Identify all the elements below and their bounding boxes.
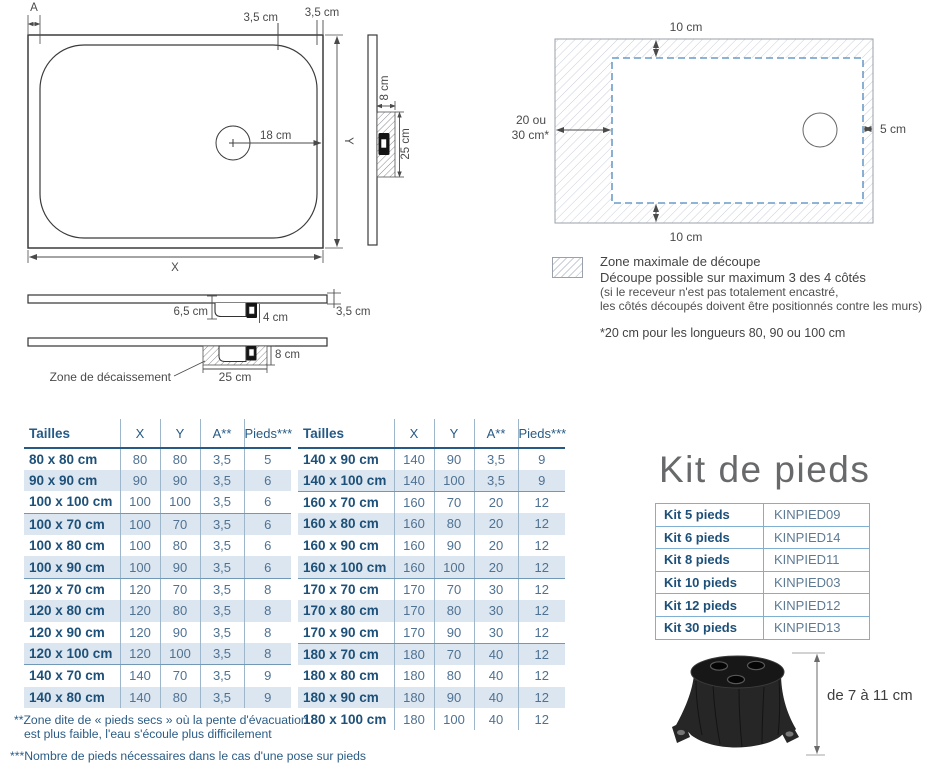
x-cell: 160 bbox=[394, 535, 434, 557]
pieds-cell: 6 bbox=[244, 556, 291, 578]
y-cell: 80 bbox=[434, 513, 474, 535]
table-row bbox=[24, 665, 291, 687]
foot-height-label: de 7 à 11 cm bbox=[827, 687, 913, 704]
size-cell: 140 x 80 cm bbox=[29, 689, 105, 705]
a-cell: 3,5 bbox=[200, 687, 244, 709]
table-row bbox=[24, 470, 291, 492]
dim-recess-height: 25 cm bbox=[400, 128, 412, 160]
header-row bbox=[24, 419, 291, 448]
size-cell: 170 x 90 cm bbox=[298, 622, 394, 644]
kit-code-cell: KINPIED11 bbox=[764, 549, 870, 572]
x-cell: 100 bbox=[120, 535, 160, 557]
x-cell: 180 bbox=[394, 665, 434, 687]
y-cell: 80 bbox=[434, 600, 474, 622]
column-header: Y bbox=[434, 419, 474, 448]
a-cell: 3,5 bbox=[200, 491, 244, 513]
dim-a-label: A bbox=[30, 2, 38, 14]
a-cell: 3,5 bbox=[200, 622, 244, 644]
a-cell: 40 bbox=[474, 687, 518, 709]
size-cell: 170 x 80 cm bbox=[303, 603, 379, 619]
pieds-cell: 6 bbox=[244, 535, 291, 557]
dim-cutout-right: 5 cm bbox=[880, 122, 907, 136]
a-cell: 3,5 bbox=[200, 600, 244, 622]
table-row bbox=[24, 600, 291, 622]
axis-x-label: X bbox=[171, 262, 179, 274]
size-cell: 180 x 100 cm bbox=[303, 711, 387, 727]
a-cell: 20 bbox=[474, 491, 518, 513]
tray-technical-drawing bbox=[0, 0, 470, 410]
y-cell: 90 bbox=[160, 556, 200, 578]
table-row bbox=[298, 513, 565, 535]
size-cell: 120 x 90 cm bbox=[29, 624, 105, 640]
legend-title: Zone maximale de découpe bbox=[600, 254, 761, 269]
kit-row bbox=[656, 504, 870, 527]
y-cell: 90 bbox=[434, 535, 474, 557]
cutout-diagram bbox=[470, 0, 934, 250]
drain-circle bbox=[803, 113, 837, 147]
kit-code-cell: KINPIED12 bbox=[764, 594, 870, 617]
x-cell: 140 bbox=[120, 665, 160, 687]
pieds-cell: 9 bbox=[518, 448, 565, 470]
y-cell: 90 bbox=[160, 622, 200, 644]
size-cell: 100 x 90 cm bbox=[24, 556, 120, 578]
size-cell: 100 x 80 cm bbox=[29, 538, 105, 554]
foot-image bbox=[668, 645, 830, 765]
footnote-dry-feet-2: est plus faible, l'eau s'écoule plus difficilement bbox=[24, 726, 272, 741]
x-cell: 80 bbox=[120, 448, 160, 470]
kit-label-cell: Kit 6 pieds bbox=[656, 526, 764, 549]
y-cell: 70 bbox=[434, 491, 474, 513]
kit-row bbox=[656, 571, 870, 594]
column-header: Y bbox=[160, 419, 200, 448]
size-cell: 120 x 100 cm bbox=[24, 643, 120, 665]
x-cell: 180 bbox=[394, 687, 434, 709]
table-row bbox=[298, 556, 565, 578]
x-cell: 160 bbox=[394, 513, 434, 535]
pieds-cell: 12 bbox=[518, 708, 565, 730]
x-cell: 100 bbox=[120, 513, 160, 535]
y-cell: 100 bbox=[434, 556, 474, 578]
x-cell: 100 bbox=[120, 556, 160, 578]
y-cell: 100 bbox=[434, 708, 474, 730]
pieds-cell: 6 bbox=[244, 470, 291, 492]
pieds-cell: 6 bbox=[244, 491, 291, 513]
kit-code-cell: KINPIED09 bbox=[764, 504, 870, 527]
kit-table bbox=[655, 503, 870, 640]
table-row bbox=[298, 578, 565, 600]
column-header: Pieds*** bbox=[244, 419, 291, 448]
pieds-cell: 12 bbox=[518, 600, 565, 622]
table-row bbox=[24, 578, 291, 600]
x-cell: 100 bbox=[120, 491, 160, 513]
legend-line: (si le receveur n'est pas totalement encastré, bbox=[600, 285, 839, 299]
column-header: Pieds*** bbox=[518, 419, 565, 448]
pieds-cell: 12 bbox=[518, 643, 565, 665]
table-row bbox=[24, 448, 291, 470]
dim-drain-height: 6,5 cm bbox=[173, 306, 208, 318]
dim-cutout-left-2: 30 cm* bbox=[511, 128, 549, 142]
pieds-cell: 8 bbox=[244, 578, 291, 600]
dim-cutout-left-1: 20 ou bbox=[515, 113, 546, 127]
a-cell: 3,5 bbox=[200, 470, 244, 492]
a-cell: 3,5 bbox=[200, 578, 244, 600]
a-cell: 30 bbox=[474, 578, 518, 600]
table-row bbox=[298, 665, 565, 687]
kit-label-cell: Kit 5 pieds bbox=[656, 504, 764, 527]
x-cell: 140 bbox=[120, 687, 160, 709]
kit-row bbox=[656, 526, 870, 549]
size-table-left bbox=[24, 419, 291, 708]
x-cell: 160 bbox=[394, 491, 434, 513]
a-cell: 40 bbox=[474, 665, 518, 687]
size-cell: 80 x 80 cm bbox=[29, 451, 98, 467]
dim-drain-offset: 18 cm bbox=[260, 130, 292, 142]
header-row bbox=[298, 419, 565, 448]
legend-line: les côtés découpés doivent être positionnés contre les murs) bbox=[600, 299, 923, 313]
size-cell: 160 x 100 cm bbox=[298, 556, 394, 578]
foot-body bbox=[672, 656, 799, 748]
dim-recess-width-label: 25 cm bbox=[218, 370, 252, 384]
foot-height-dimension bbox=[792, 653, 825, 755]
column-header: X bbox=[120, 419, 160, 448]
table-row bbox=[298, 491, 565, 513]
pieds-cell: 9 bbox=[244, 665, 291, 687]
a-cell: 3,5 bbox=[474, 448, 518, 470]
dim-recess-width: 8 cm bbox=[379, 75, 391, 101]
dim-recess-depth: 8 cm bbox=[275, 349, 300, 361]
y-cell: 70 bbox=[434, 643, 474, 665]
size-cell: 170 x 70 cm bbox=[303, 581, 379, 597]
a-cell: 3,5 bbox=[200, 448, 244, 470]
table-row bbox=[24, 491, 291, 513]
y-cell: 80 bbox=[160, 448, 200, 470]
kit-row bbox=[656, 549, 870, 572]
y-cell: 70 bbox=[160, 578, 200, 600]
table-row bbox=[298, 470, 565, 492]
x-cell: 180 bbox=[394, 643, 434, 665]
table-row bbox=[298, 600, 565, 622]
table-row bbox=[298, 622, 565, 644]
size-cell: 160 x 70 cm bbox=[303, 494, 379, 510]
kit-row bbox=[656, 594, 870, 617]
dim-cutout-top: 10 cm bbox=[669, 20, 703, 34]
x-cell: 140 bbox=[394, 448, 434, 470]
size-cell: 180 x 80 cm bbox=[303, 668, 379, 684]
pieds-cell: 5 bbox=[244, 448, 291, 470]
x-cell: 90 bbox=[120, 470, 160, 492]
a-cell: 40 bbox=[474, 708, 518, 730]
pieds-cell: 8 bbox=[244, 622, 291, 644]
size-cell: 140 x 100 cm bbox=[298, 470, 394, 492]
size-cell: 180 x 90 cm bbox=[303, 689, 379, 705]
pieds-cell: 9 bbox=[518, 470, 565, 492]
footnote-dry-feet-1: **Zone dite de « pieds secs » où la pente d'évacuation bbox=[14, 713, 308, 727]
kit-label-cell: Kit 8 pieds bbox=[656, 549, 764, 572]
x-cell: 120 bbox=[120, 600, 160, 622]
size-cell: 100 x 100 cm bbox=[24, 491, 120, 513]
x-cell: 180 bbox=[394, 708, 434, 730]
table-row bbox=[298, 535, 565, 557]
table-row bbox=[24, 535, 291, 557]
size-cell: 120 x 80 cm bbox=[29, 603, 105, 619]
pieds-cell: 9 bbox=[244, 687, 291, 709]
cutout-legend bbox=[552, 254, 922, 340]
column-header: A** bbox=[200, 419, 244, 448]
top-view bbox=[28, 2, 354, 274]
a-cell: 3,5 bbox=[200, 513, 244, 535]
pieds-cell: 8 bbox=[244, 600, 291, 622]
y-cell: 80 bbox=[160, 600, 200, 622]
y-cell: 100 bbox=[434, 470, 474, 492]
y-cell: 90 bbox=[434, 687, 474, 709]
x-cell: 120 bbox=[120, 643, 160, 665]
kit-code-cell: KINPIED13 bbox=[764, 616, 870, 639]
dim-top-border: 3,5 cm bbox=[243, 12, 278, 24]
y-cell: 80 bbox=[160, 687, 200, 709]
a-cell: 3,5 bbox=[200, 535, 244, 557]
y-cell: 90 bbox=[434, 622, 474, 644]
side-view bbox=[368, 35, 412, 245]
table-row bbox=[24, 513, 291, 535]
dim-cutout-bottom: 10 cm bbox=[669, 230, 703, 244]
profile-top bbox=[28, 289, 371, 324]
table-row bbox=[24, 643, 291, 665]
pieds-cell: 6 bbox=[244, 513, 291, 535]
pieds-cell: 12 bbox=[518, 687, 565, 709]
pieds-cell: 12 bbox=[518, 556, 565, 578]
column-header: A** bbox=[474, 419, 518, 448]
legend-line: Découpe possible sur maximum 3 des 4 côtés bbox=[600, 269, 866, 285]
x-cell: 140 bbox=[394, 470, 434, 492]
column-header: Tailles bbox=[24, 419, 120, 448]
x-cell: 170 bbox=[394, 600, 434, 622]
kit-label-cell: Kit 30 pieds bbox=[656, 616, 764, 639]
a-cell: 3,5 bbox=[200, 556, 244, 578]
hatch-swatch bbox=[552, 257, 583, 278]
kit-label-cell: Kit 10 pieds bbox=[656, 571, 764, 594]
size-cell: 100 x 70 cm bbox=[29, 516, 105, 532]
x-cell: 170 bbox=[394, 578, 434, 600]
pieds-cell: 12 bbox=[518, 535, 565, 557]
a-cell: 30 bbox=[474, 600, 518, 622]
x-cell: 160 bbox=[394, 556, 434, 578]
table-row bbox=[298, 643, 565, 665]
y-cell: 100 bbox=[160, 643, 200, 665]
y-cell: 90 bbox=[160, 470, 200, 492]
size-cell: 180 x 70 cm bbox=[303, 646, 379, 662]
pieds-cell: 12 bbox=[518, 578, 565, 600]
column-header: Tailles bbox=[298, 419, 394, 448]
y-cell: 70 bbox=[160, 665, 200, 687]
size-cell: 160 x 80 cm bbox=[303, 516, 379, 532]
table-row bbox=[298, 687, 565, 709]
kit-label-cell: Kit 12 pieds bbox=[656, 594, 764, 617]
size-cell: 140 x 90 cm bbox=[303, 451, 379, 467]
legend-note: *20 cm pour les longueurs 80, 90 ou 100 cm bbox=[600, 326, 846, 340]
y-cell: 80 bbox=[160, 535, 200, 557]
pieds-cell: 12 bbox=[518, 622, 565, 644]
table-row bbox=[24, 687, 291, 709]
table-row bbox=[298, 448, 565, 470]
size-cell: 90 x 90 cm bbox=[29, 473, 98, 489]
a-cell: 20 bbox=[474, 556, 518, 578]
dim-outlet-width: 4 cm bbox=[263, 312, 288, 324]
x-cell: 120 bbox=[120, 578, 160, 600]
table-row bbox=[24, 556, 291, 578]
a-cell: 3,5 bbox=[200, 665, 244, 687]
pieds-cell: 12 bbox=[518, 491, 565, 513]
size-cell: 120 x 70 cm bbox=[29, 581, 105, 597]
size-cell: 160 x 90 cm bbox=[303, 538, 379, 554]
y-cell: 100 bbox=[160, 491, 200, 513]
size-cell: 140 x 70 cm bbox=[29, 668, 105, 684]
x-cell: 170 bbox=[394, 622, 434, 644]
axis-y-label: Y bbox=[342, 137, 354, 145]
profile-recess bbox=[28, 338, 327, 384]
a-cell: 3,5 bbox=[474, 470, 518, 492]
footnote-feet-count: ***Nombre de pieds nécessaires dans le cas d'une pose sur pieds bbox=[10, 749, 366, 763]
size-table-right bbox=[298, 419, 565, 730]
dim-right-border: 3,5 cm bbox=[304, 7, 340, 19]
a-cell: 40 bbox=[474, 643, 518, 665]
y-cell: 70 bbox=[434, 578, 474, 600]
a-cell: 20 bbox=[474, 535, 518, 557]
recess-zone-label: Zone de décaissement bbox=[49, 370, 171, 384]
table-row bbox=[24, 622, 291, 644]
pieds-cell: 12 bbox=[518, 513, 565, 535]
y-cell: 90 bbox=[434, 448, 474, 470]
y-cell: 80 bbox=[434, 665, 474, 687]
footnotes bbox=[10, 714, 366, 764]
pieds-cell: 8 bbox=[244, 643, 291, 665]
kit-title: Kit de pieds bbox=[659, 449, 871, 490]
y-cell: 70 bbox=[160, 513, 200, 535]
kit-row bbox=[656, 616, 870, 639]
a-cell: 3,5 bbox=[200, 643, 244, 665]
kit-code-cell: KINPIED14 bbox=[764, 526, 870, 549]
column-header: X bbox=[394, 419, 434, 448]
x-cell: 120 bbox=[120, 622, 160, 644]
pieds-cell: 12 bbox=[518, 665, 565, 687]
a-cell: 20 bbox=[474, 513, 518, 535]
dim-edge-thickness: 3,5 cm bbox=[336, 306, 371, 318]
a-cell: 30 bbox=[474, 622, 518, 644]
kit-code-cell: KINPIED03 bbox=[764, 571, 870, 594]
